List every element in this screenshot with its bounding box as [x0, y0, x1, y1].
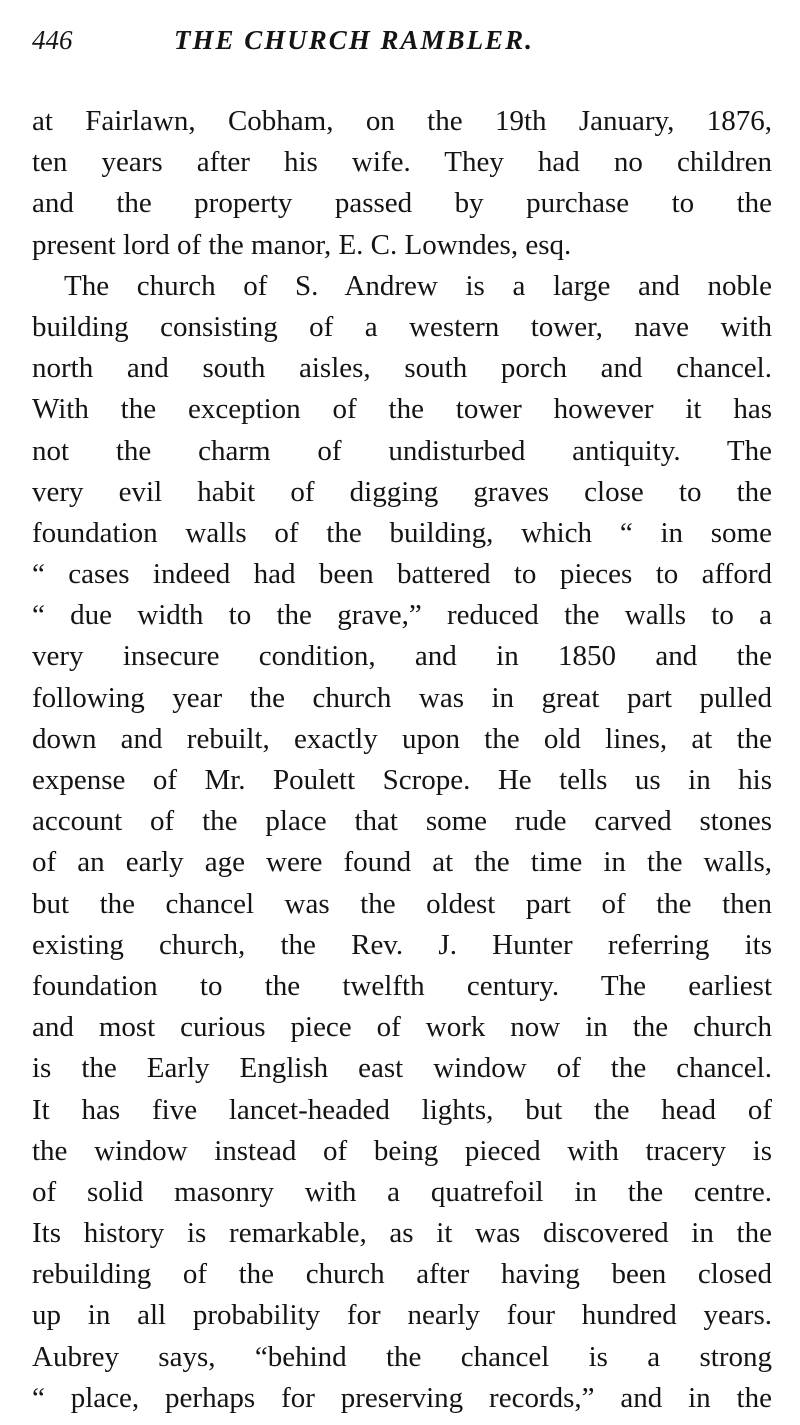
text-line: building consisting of a western tower, nave with: [32, 310, 772, 343]
paragraph: [32, 266, 772, 1419]
text-line: of an early age were found at the time in the walls,: [32, 846, 772, 879]
text-line: at Fairlawn, Cobham, on the 19th January, 1876,: [32, 105, 772, 137]
page-number: 446: [32, 25, 73, 55]
text-line: north and south aisles, south porch and chancel.: [32, 352, 772, 385]
text-line: Aubrey says, “behind the chancel is a strong: [32, 1340, 772, 1373]
text-line: Its history is remarkable, as it was discovered in the: [32, 1217, 772, 1250]
text-line: is the Early English east window of the chancel.: [32, 1052, 772, 1085]
text-line: rebuilding of the church after having been closed: [32, 1258, 772, 1291]
text-line: following year the church was in great part pulled: [32, 681, 772, 714]
page-header: [32, 20, 752, 60]
text-line: The church of S. Andrew is a large and noble: [64, 269, 772, 302]
body-text: [32, 101, 772, 1419]
text-line: not the charm of undisturbed antiquity. The: [32, 434, 772, 467]
text-line: down and rebuilt, exactly upon the old lines, at the: [32, 722, 772, 755]
text-line: account of the place that some rude carved stones: [32, 805, 772, 838]
text-line: “ due width to the grave,” reduced the walls to a: [32, 599, 772, 632]
text-line: It has five lancet-headed lights, but the head of: [32, 1093, 772, 1126]
text-line: up in all probability for nearly four hundred years.: [32, 1299, 772, 1332]
text-line: but the chancel was the oldest part of the then: [32, 887, 772, 920]
text-line: “ cases indeed had been battered to pieces to afford: [32, 558, 772, 591]
text-line: “ place, perhaps for preserving records,” and in the: [32, 1381, 772, 1414]
text-line: expense of Mr. Poulett Scrope. He tells us in his: [32, 764, 772, 796]
running-title: THE CHURCH RAMBLER.: [174, 25, 534, 55]
text-line: very insecure condition, and in 1850 and the: [32, 640, 772, 673]
text-line: of solid masonry with a quatrefoil in the centre.: [32, 1175, 772, 1208]
text-line: existing church, the Rev. J. Hunter referring its: [32, 928, 772, 961]
text-line: present lord of the manor, E. C. Lowndes, esq.: [32, 228, 572, 261]
text-line: and most curious piece of work now in the church: [32, 1011, 772, 1044]
text-line: ten years after his wife. They had no children: [32, 146, 772, 179]
text-line: very evil habit of digging graves close to the: [32, 475, 772, 508]
paragraph: [32, 101, 772, 266]
text-line: foundation to the twelfth century. The earliest: [32, 969, 772, 1002]
text-line: With the exception of the tower however it has: [32, 393, 772, 426]
text-line: foundation walls of the building, which “ in some: [32, 516, 772, 549]
text-line: the window instead of being pieced with tracery is: [32, 1134, 772, 1167]
text-line: and the property passed by purchase to the: [32, 187, 772, 220]
